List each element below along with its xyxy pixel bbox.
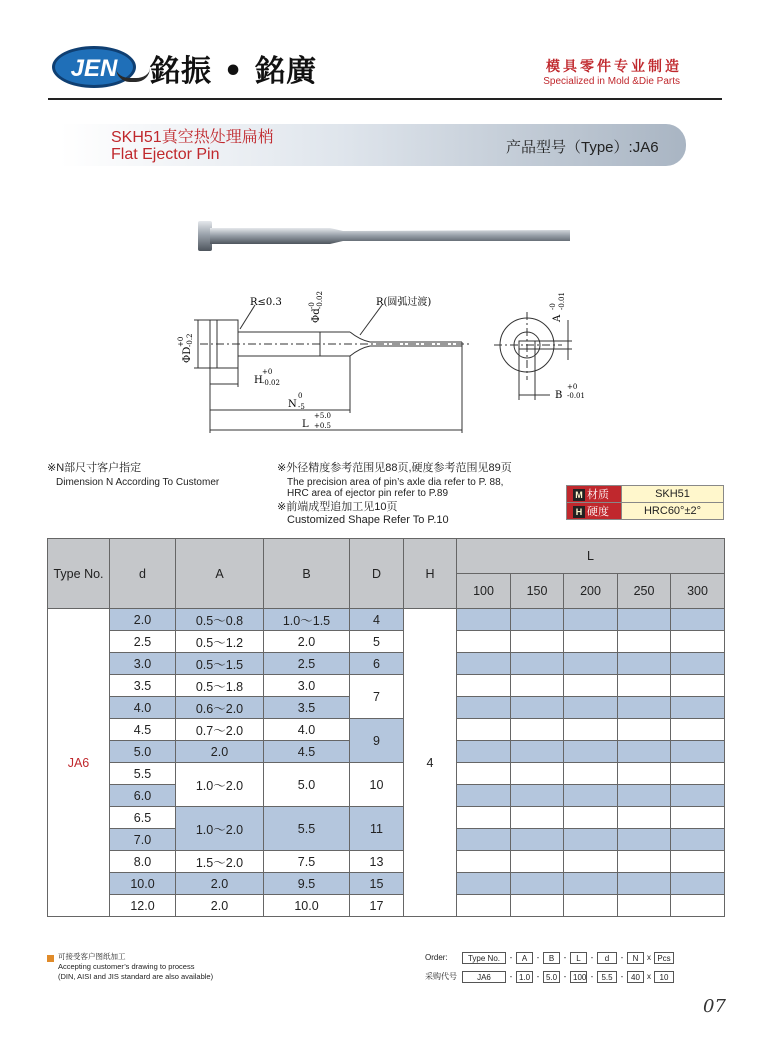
side-view-drawing <box>170 285 480 435</box>
cell-D: 7 <box>350 675 404 719</box>
logo-text: JEN <box>70 55 118 82</box>
cell-L-100 <box>457 675 511 697</box>
table-row <box>48 807 725 829</box>
material-value: SKH51 <box>622 486 724 503</box>
label-B: B <box>555 390 563 401</box>
separator: - <box>536 972 540 981</box>
order-box: d <box>597 952 617 964</box>
label-phi-d: Φd <box>311 308 322 323</box>
order-box: Pcs <box>654 952 674 964</box>
order-box: 40 <box>627 971 644 983</box>
cell-L-300 <box>671 851 725 873</box>
cell-D: 17 <box>350 895 404 917</box>
cell-L-250 <box>618 807 671 829</box>
cell-D: 13 <box>350 851 404 873</box>
hardness-icon: H <box>573 506 585 518</box>
label-N-tol: -5 <box>298 403 305 411</box>
order-code-row <box>425 969 674 984</box>
cell-L-150 <box>511 763 564 785</box>
cell-B: 1.0～1.5 <box>264 609 350 631</box>
spec-table <box>47 538 725 917</box>
cell-A: 1.0～2.0 <box>176 763 264 807</box>
label-H-tol-up: +0 <box>262 368 273 376</box>
label-L-tol-up: +5.0 <box>314 412 331 420</box>
label-A: A <box>552 314 563 322</box>
cell-L-100 <box>457 653 511 675</box>
cell-L-300 <box>671 741 725 763</box>
material-table <box>566 485 724 520</box>
note-n-en: Dimension N According To Customer <box>56 477 220 488</box>
cell-d: 5.0 <box>110 741 176 763</box>
page-number: 07 <box>703 996 726 1017</box>
cell-L-150 <box>511 785 564 807</box>
footer-bullet-icon <box>47 955 54 962</box>
header-L-200: 200 <box>564 574 618 609</box>
cell-A: 2.0 <box>176 873 264 895</box>
cell-D: 15 <box>350 873 404 895</box>
cell-L-250 <box>618 609 671 631</box>
cell-L-150 <box>511 741 564 763</box>
cell-B: 10.0 <box>264 895 350 917</box>
cell-L-300 <box>671 895 725 917</box>
cell-L-250 <box>618 697 671 719</box>
order-format <box>425 950 674 988</box>
cell-L-300 <box>671 829 725 851</box>
cell-L-250 <box>618 675 671 697</box>
cell-d: 2.0 <box>110 609 176 631</box>
cell-L-100 <box>457 719 511 741</box>
cell-d: 3.5 <box>110 675 176 697</box>
note-shape-en: Customized Shape Refer To P.10 <box>287 514 449 526</box>
order-box: L <box>570 952 587 964</box>
cell-L-200 <box>564 609 618 631</box>
cell-D: 5 <box>350 631 404 653</box>
cell-d: 3.0 <box>110 653 176 675</box>
cell-L-300 <box>671 697 725 719</box>
cell-d: 6.5 <box>110 807 176 829</box>
order-box: A <box>516 952 533 964</box>
cell-L-100 <box>457 741 511 763</box>
label-L: L <box>302 419 309 430</box>
cell-B: 5.0 <box>264 763 350 807</box>
separator: - <box>509 972 513 981</box>
cell-L-150 <box>511 829 564 851</box>
cell-L-300 <box>671 763 725 785</box>
separator: - <box>620 972 624 981</box>
cell-A: 2.0 <box>176 895 264 917</box>
cell-d: 6.0 <box>110 785 176 807</box>
cell-L-100 <box>457 785 511 807</box>
cell-L-200 <box>564 873 618 895</box>
cell-L-200 <box>564 653 618 675</box>
cell-A: 0.6～2.0 <box>176 697 264 719</box>
cell-L-150 <box>511 631 564 653</box>
cell-L-250 <box>618 895 671 917</box>
cell-d: 4.5 <box>110 719 176 741</box>
cell-B: 9.5 <box>264 873 350 895</box>
cell-B: 2.5 <box>264 653 350 675</box>
order-box: 5.0 <box>543 971 560 983</box>
product-type: 产品型号（Type）:JA6 <box>506 139 659 156</box>
note-shape-cn: ※前端成型追加工见10页 <box>277 501 398 513</box>
cell-L-100 <box>457 763 511 785</box>
header-L-250: 250 <box>618 574 671 609</box>
end-view-drawing <box>490 290 590 410</box>
cell-L-250 <box>618 631 671 653</box>
label-r-arc: R(圆弧过渡) <box>376 297 432 308</box>
tagline-cn: 模具零件专业制造 <box>546 59 682 75</box>
label-phi-D: ΦD <box>182 346 193 363</box>
cell-L-300 <box>671 653 725 675</box>
order-box: N <box>627 952 644 964</box>
order-box: JA6 <box>462 971 506 983</box>
cell-L-200 <box>564 697 618 719</box>
order-box: 10 <box>654 971 674 983</box>
order-label: 采购代号 <box>425 972 457 981</box>
label-N: N <box>288 399 297 410</box>
note-precision-en2: HRC area of ejector pin refer to P.89 <box>287 488 449 499</box>
cell-L-150 <box>511 609 564 631</box>
cell-B: 2.0 <box>264 631 350 653</box>
order-box: 1.0 <box>516 971 533 983</box>
cell-L-150 <box>511 895 564 917</box>
material-label: M 材质 <box>567 486 622 503</box>
separator: - <box>620 953 624 962</box>
table-row <box>48 609 725 631</box>
cell-L-250 <box>618 653 671 675</box>
cell-B: 4.0 <box>264 719 350 741</box>
label-phi-d-tol: -0.02 <box>316 291 324 309</box>
cell-L-250 <box>618 763 671 785</box>
separator: - <box>536 953 540 962</box>
cell-A: 0.7～2.0 <box>176 719 264 741</box>
header-L-150: 150 <box>511 574 564 609</box>
cell-L-100 <box>457 829 511 851</box>
cell-d: 8.0 <box>110 851 176 873</box>
cell-L-100 <box>457 851 511 873</box>
product-title-cn: SKH51真空热处理扁梢 <box>111 129 274 146</box>
cell-D: 6 <box>350 653 404 675</box>
cell-L-250 <box>618 829 671 851</box>
header-L: L <box>457 539 725 574</box>
label-L-tol: +0.5 <box>314 422 331 430</box>
table-row <box>48 873 725 895</box>
order-row <box>425 950 674 965</box>
cell-L-100 <box>457 807 511 829</box>
tagline-en: Specialized in Mold &Die Parts <box>543 76 680 87</box>
cell-L-300 <box>671 873 725 895</box>
header-H: H <box>404 539 457 609</box>
cell-L-200 <box>564 719 618 741</box>
header-L-300: 300 <box>671 574 725 609</box>
cell-A: 1.5～2.0 <box>176 851 264 873</box>
cell-d: 4.0 <box>110 697 176 719</box>
cell-L-100 <box>457 609 511 631</box>
type-no-cell: JA6 <box>48 609 110 917</box>
cell-L-200 <box>564 741 618 763</box>
cell-L-150 <box>511 851 564 873</box>
separator: - <box>563 953 567 962</box>
cell-L-300 <box>671 785 725 807</box>
cell-L-300 <box>671 609 725 631</box>
table-row <box>48 675 725 697</box>
cell-B: 3.5 <box>264 697 350 719</box>
cell-L-250 <box>618 741 671 763</box>
table-row <box>48 719 725 741</box>
cell-L-100 <box>457 873 511 895</box>
label-H-tol: -0.02 <box>262 379 280 387</box>
cell-L-200 <box>564 829 618 851</box>
cell-L-250 <box>618 719 671 741</box>
cell-L-150 <box>511 697 564 719</box>
label-H: H <box>254 375 263 386</box>
cell-d: 5.5 <box>110 763 176 785</box>
separator: - <box>509 953 513 962</box>
table-row <box>48 895 725 917</box>
cell-L-150 <box>511 719 564 741</box>
cell-L-200 <box>564 763 618 785</box>
cell-d: 12.0 <box>110 895 176 917</box>
cell-A: 1.0～2.0 <box>176 807 264 851</box>
header-L-100: 100 <box>457 574 511 609</box>
cell-A: 2.0 <box>176 741 264 763</box>
footer-note: 可接受客户图纸加工 Accepting customer’s drawing to process (DIN, AISI and JIS standard are also available) <box>58 952 214 981</box>
cell-L-150 <box>511 653 564 675</box>
header-divider <box>48 98 722 100</box>
order-box: B <box>543 952 560 964</box>
label-N-tol-up: 0 <box>298 392 303 400</box>
cell-B: 5.5 <box>264 807 350 851</box>
note-precision-en1: The precision area of pin’s axle dia refer to P. 88, <box>287 477 504 488</box>
note-n-cn: ※N部尺寸客户指定 <box>47 462 142 474</box>
material-icon: M <box>573 489 585 501</box>
separator: - <box>590 953 594 962</box>
header-type-no: Type No. <box>48 539 110 609</box>
label-B-tol-up: +0 <box>567 383 578 391</box>
label-A-tol-up: -0 <box>549 303 557 310</box>
cell-L-150 <box>511 807 564 829</box>
header-D: D <box>350 539 404 609</box>
product-title-en: Flat Ejector Pin <box>111 146 220 163</box>
header-A: A <box>176 539 264 609</box>
note-precision-cn: ※外径精度参考范围见88页,硬度参考范围见89页 <box>277 462 512 474</box>
label-phi-D-tol: -0.2 <box>186 333 194 347</box>
cell-d: 2.5 <box>110 631 176 653</box>
times-sign: x <box>647 972 651 981</box>
cell-D: 11 <box>350 807 404 851</box>
table-row <box>48 763 725 785</box>
order-box: 5.5 <box>597 971 617 983</box>
cell-A: 0.5～1.5 <box>176 653 264 675</box>
cell-L-150 <box>511 873 564 895</box>
header-B: B <box>264 539 350 609</box>
label-phi-D-tol-up: +0 <box>177 336 185 347</box>
cell-L-200 <box>564 785 618 807</box>
label-phi-d-tol-up: -0 <box>308 302 316 309</box>
times-sign: x <box>647 953 651 962</box>
cell-L-300 <box>671 719 725 741</box>
cell-B: 3.0 <box>264 675 350 697</box>
cell-A: 0.5～1.8 <box>176 675 264 697</box>
label-r-corner: R≤0.3 <box>250 297 282 308</box>
cell-L-100 <box>457 895 511 917</box>
cell-D: 9 <box>350 719 404 763</box>
cell-d: 7.0 <box>110 829 176 851</box>
cell-A: 0.5～0.8 <box>176 609 264 631</box>
table-row <box>48 851 725 873</box>
separator: - <box>563 972 567 981</box>
cell-L-300 <box>671 675 725 697</box>
cell-L-200 <box>564 895 618 917</box>
cell-L-250 <box>618 851 671 873</box>
table-row <box>48 653 725 675</box>
cell-L-300 <box>671 807 725 829</box>
cell-H: 4 <box>404 609 457 917</box>
header-d: d <box>110 539 176 609</box>
hardness-value: HRC60°±2° <box>622 503 724 520</box>
cell-L-100 <box>457 697 511 719</box>
cell-B: 4.5 <box>264 741 350 763</box>
brand-name: 銘振 • 銘廣 <box>150 54 318 89</box>
separator: - <box>590 972 594 981</box>
cell-L-200 <box>564 807 618 829</box>
pin-photo <box>198 219 573 253</box>
cell-L-250 <box>618 873 671 895</box>
order-label: Order: <box>425 953 448 962</box>
cell-D: 4 <box>350 609 404 631</box>
hardness-label: H 硬度 <box>567 503 622 520</box>
cell-B: 7.5 <box>264 851 350 873</box>
cell-L-100 <box>457 631 511 653</box>
cell-L-200 <box>564 631 618 653</box>
cell-D: 10 <box>350 763 404 807</box>
table-row <box>48 631 725 653</box>
cell-L-300 <box>671 631 725 653</box>
order-box: Type No. <box>462 952 506 964</box>
cell-L-200 <box>564 675 618 697</box>
cell-L-250 <box>618 785 671 807</box>
order-box: 100 <box>570 971 587 983</box>
label-A-tol: -0.01 <box>558 292 566 310</box>
cell-L-200 <box>564 851 618 873</box>
logo <box>52 46 136 88</box>
cell-A: 0.5～1.2 <box>176 631 264 653</box>
label-B-tol: -0.01 <box>567 392 585 400</box>
cell-L-150 <box>511 675 564 697</box>
cell-d: 10.0 <box>110 873 176 895</box>
